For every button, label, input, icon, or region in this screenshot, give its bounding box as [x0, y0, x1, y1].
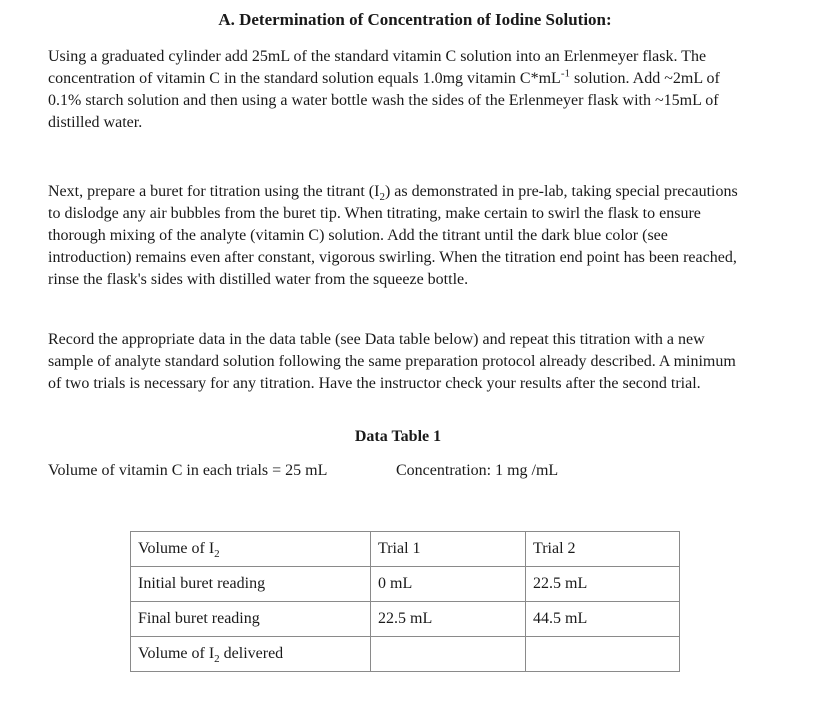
data-table — [130, 531, 680, 672]
p1-text-a: Using a graduated cylinder add 25mL of the standard vitamin C solution into an Erlenmeyer flask. The concentration of vitamin C in the standard solution equals 1.0mg vitamin C*mL — [48, 48, 707, 87]
table-cell-label: Initial buret reading — [131, 567, 371, 602]
data-table-title: Data Table 1 — [354, 428, 442, 445]
table-cell-trial2: 44.5 mL — [526, 602, 680, 637]
table-row — [131, 602, 680, 637]
delivered-label-suffix: delivered — [219, 645, 284, 662]
table-cell-trial2: Trial 2 — [526, 532, 680, 567]
table-cell-trial1: 22.5 mL — [371, 602, 526, 637]
header-label-subscript: 2 — [214, 548, 220, 561]
p2-text-b: ) as demonstrated in pre-lab, taking special precautions to dislodge any air bubbles from the buret tip. When titrating, make certain to swirl the flask to ensure thorough mixing of the analyte (vitamin C) solution. Add the titrant until the dark blue color (see introduction) remains even after constant, vigorous swirling. When the titration end point has been reached, rinse the flask's sides with distilled water from the squeeze bottle. — [48, 183, 738, 288]
concentration-text: Concentration: 1 mg /mL — [396, 462, 559, 479]
delivered-label-subscript: 2 — [214, 653, 220, 666]
instructions-paragraph-1 — [48, 46, 748, 134]
table-row — [131, 567, 680, 602]
table-row — [131, 532, 680, 567]
p2-text-a: Next, prepare a buret for titration using the titrant (I — [48, 183, 380, 200]
p1-superscript: -1 — [560, 67, 570, 80]
p1-text-b: solution. Add ~2mL of 0.1% starch solution and then using a water bottle wash the sides of the Erlenmeyer flask with ~15mL of distilled water. — [48, 70, 720, 131]
table-row — [131, 637, 680, 672]
instructions-paragraph-2 — [48, 181, 748, 291]
p2-subscript: 2 — [379, 191, 385, 204]
table-cell-trial2: 22.5 mL — [526, 567, 680, 602]
table-cell-label — [131, 637, 371, 672]
section-heading: A. Determination of Concentration of Iodine Solution: — [218, 10, 612, 29]
vitamin-c-volume-text: Volume of vitamin C in each trials = 25 mL — [48, 462, 328, 479]
delivered-label-text: Volume of I — [138, 645, 215, 662]
table-cell-trial2[interactable] — [526, 637, 680, 672]
header-label-text: Volume of I — [138, 540, 215, 557]
table-cell-label: Final buret reading — [131, 602, 371, 637]
table-cell-label — [131, 532, 371, 567]
table-cell-trial1: 0 mL — [371, 567, 526, 602]
instructions-paragraph-3: Record the appropriate data in the data table (see Data table below) and repeat this titration with a new sample of analyte standard solution following the same preparation protocol already described. A minimum of two trials is necessary for any titration. Have the instructor check your results after the second trial. — [48, 331, 736, 392]
table-cell-trial1: Trial 1 — [371, 532, 526, 567]
table-cell-trial1[interactable] — [371, 637, 526, 672]
